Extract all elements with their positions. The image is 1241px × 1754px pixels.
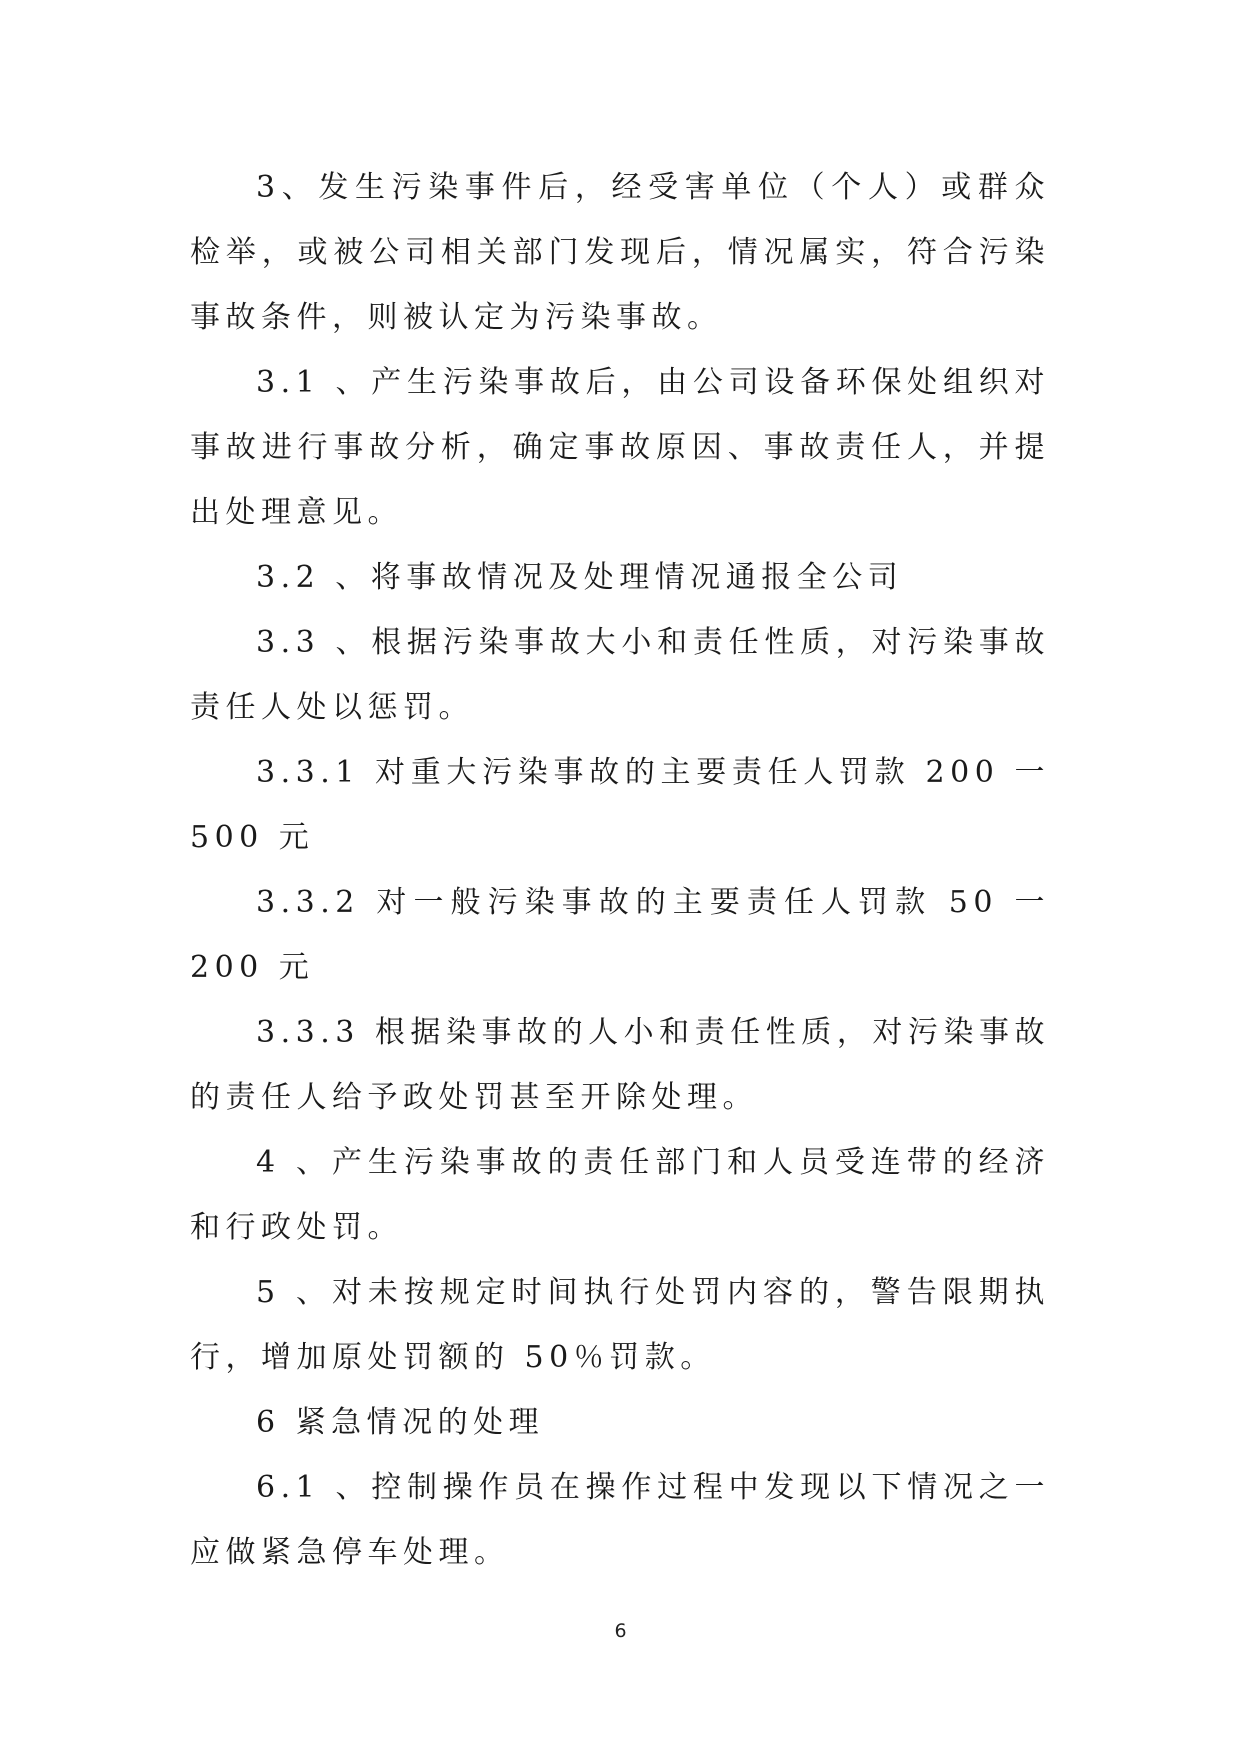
paragraph-5: 5 、对未按规定时间执行处罚内容的，警告限期执行，增加原处罚额的 50％罚款。 xyxy=(190,1275,1050,1375)
document-body xyxy=(190,155,1050,1585)
paragraph-3-2: 3.2 、将事故情况及处理情况通报全公司 xyxy=(256,560,904,595)
paragraph-3-1: 3.1 、产生污染事故后，由公司设备环保处组织对事故进行事故分析，确定事故原因、事故责任人，并提出处理意见。 xyxy=(190,365,1050,530)
paragraph-6-1: 6.1 、控制操作员在操作过程中发现以下情况之一 应做紧急停车处理。 xyxy=(190,1470,1050,1570)
paragraph-6-heading: 6 紧急情况的处理 xyxy=(256,1405,545,1440)
paragraph-3-3-3: 3.3.3 根据染事故的人小和责任性质，对污染事故的责任人给予政处罚甚至开除处理。 xyxy=(190,1015,1050,1115)
paragraph-4: 4 、产生污染事故的责任部门和人员受连带的经济和行政处罚。 xyxy=(190,1145,1050,1245)
paragraph-3: 3、发生污染事件后，经受害单位（个人）或群众检举，或被公司相关部门发现后，情况属实，符合污染事故条件，则被认定为污染事故。 xyxy=(190,170,1050,335)
paragraph-3-3: 3.3 、根据污染事故大小和责任性质，对污染事故责任人处以惩罚。 xyxy=(190,625,1050,725)
page-number: 6 xyxy=(614,1620,627,1642)
paragraph-3-3-1: 3.3.1 对重大污染事故的主要责任人罚款 200 一 500 元 xyxy=(190,755,1050,855)
paragraph-3-3-2: 3.3.2 对一般污染事故的主要责任人罚款 50 一 200 元 xyxy=(190,885,1050,985)
